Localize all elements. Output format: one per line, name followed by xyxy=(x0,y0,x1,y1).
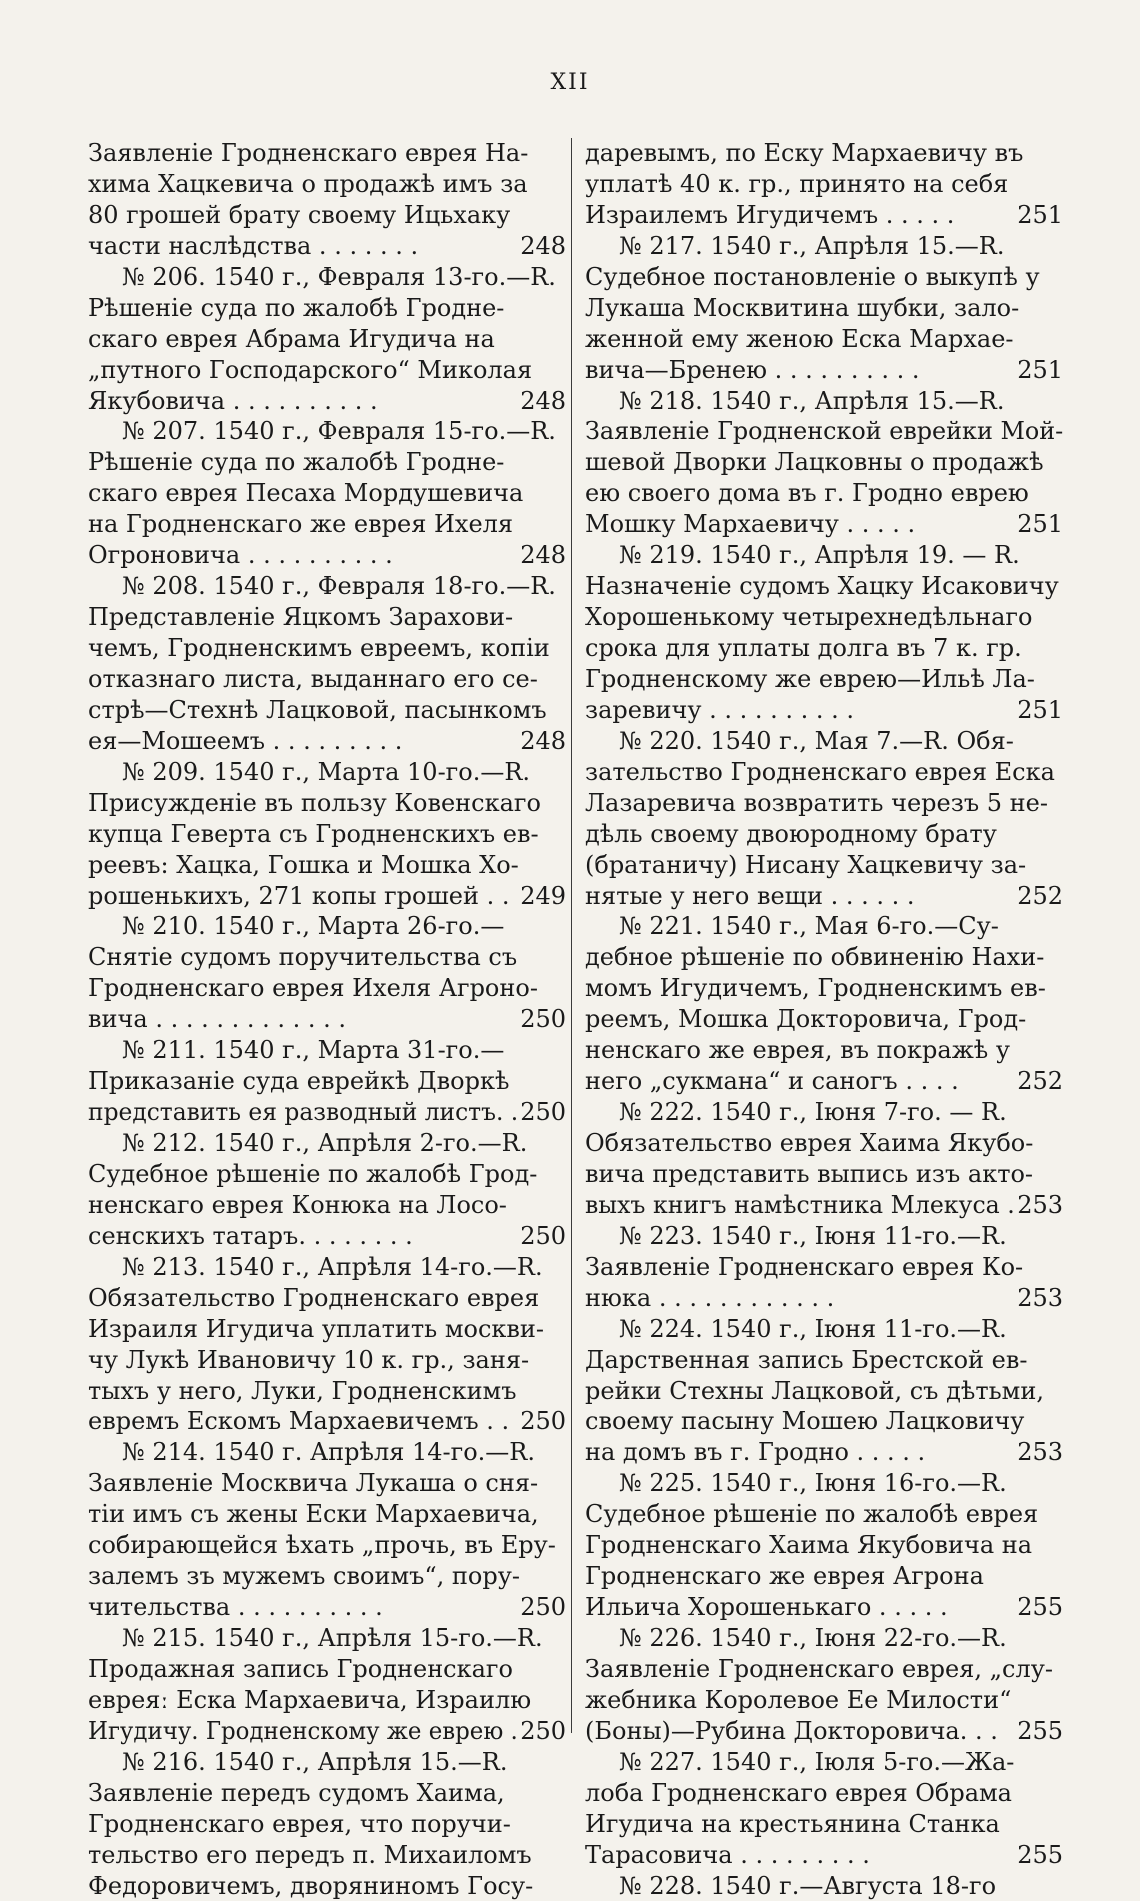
index-line xyxy=(88,1778,566,1809)
index-line xyxy=(88,1345,566,1376)
entry-text: даревымъ, по Еску Мархаевичу въ xyxy=(585,138,1023,169)
entry-text: на домъ въ г. Гродно . . . . . xyxy=(585,1437,925,1468)
index-line xyxy=(585,231,1063,262)
entry-text: рошенькихъ, 271 копы грошей . . xyxy=(88,881,509,912)
index-line xyxy=(88,1314,566,1345)
entry-text: Судебное рѣшеніе по жалобѣ еврея xyxy=(585,1499,1038,1530)
entry-text: Заявленіе Москвича Лукаша о сня- xyxy=(88,1468,538,1499)
entry-text: Заявленіе Гродненскаго еврея Ко- xyxy=(585,1252,1023,1283)
index-line xyxy=(88,138,566,169)
index-line xyxy=(585,1592,1063,1623)
entry-text: Тарасовича . . . . . . . . . xyxy=(585,1840,870,1871)
index-line xyxy=(585,1561,1063,1592)
entry-text: № 218. 1540 г., Апрѣля 15.—R. xyxy=(585,386,1004,417)
entry-text: Рѣшеніе суда по жалобѣ Гродне- xyxy=(88,293,504,324)
page-number: XII xyxy=(0,70,1140,95)
entry-text: Гродненскаго Хаима Якубовича на xyxy=(585,1530,1032,1561)
page-reference: 255 xyxy=(1017,1840,1063,1871)
index-line xyxy=(88,200,566,231)
index-line xyxy=(585,881,1063,912)
entry-text: Судебное рѣшеніе по жалобѣ Грод- xyxy=(88,1159,537,1190)
index-line xyxy=(585,1530,1063,1561)
entry-text: № 216. 1540 г., Апрѣля 15.—R. xyxy=(88,1747,507,1778)
entry-text: евремъ Ескомъ Мархаевичемъ . . xyxy=(88,1406,509,1437)
entry-text: № 227. 1540 г., Іюля 5-го.—Жа- xyxy=(585,1747,1014,1778)
index-line xyxy=(585,602,1063,633)
entry-text: № 212. 1540 г., Апрѣля 2-го.—R. xyxy=(88,1128,527,1159)
page-reference: 250 xyxy=(520,1221,566,1252)
entry-text: нюка . . . . . . . . . . . . xyxy=(585,1283,834,1314)
index-line xyxy=(585,293,1063,324)
index-line xyxy=(88,262,566,293)
page-reference: 251 xyxy=(1017,695,1063,726)
entry-text: ненскаго еврея Конюка на Лосо- xyxy=(88,1190,507,1221)
index-line xyxy=(88,633,566,664)
index-line xyxy=(585,1035,1063,1066)
entry-text: вича—Бренею . . . . . . . . . . xyxy=(585,355,920,386)
entry-text: Гродненскаго же еврея Агрона xyxy=(585,1561,984,1592)
index-line xyxy=(585,942,1063,973)
page-reference: 255 xyxy=(1017,1592,1063,1623)
entry-text: № 207. 1540 г., Февраля 15-го.—R. xyxy=(88,416,556,447)
entry-text: Заявленіе Гродненской еврейки Мой- xyxy=(585,416,1063,447)
entry-text: Представленіе Яцкомъ Зарахови- xyxy=(88,602,513,633)
index-line xyxy=(585,1004,1063,1035)
entry-text: № 213. 1540 г., Апрѣля 14-го.—R. xyxy=(88,1252,543,1283)
entry-text: № 220. 1540 г., Мая 7.—R. Обя- xyxy=(585,726,1014,757)
index-line xyxy=(585,540,1063,571)
entry-text: Присужденіе въ пользу Ковенскаго xyxy=(88,788,541,819)
index-line xyxy=(88,819,566,850)
entry-text: Обязательство Гродненскаго еврея xyxy=(88,1283,539,1314)
entry-text: № 209. 1540 г., Марта 10-го.—R. xyxy=(88,757,530,788)
index-line xyxy=(585,200,1063,231)
entry-text: № 224. 1540 г., Іюня 11-го.—R. xyxy=(585,1314,1007,1345)
entry-text: дѣль своему двоюродному брату xyxy=(585,819,997,850)
index-line xyxy=(88,1623,566,1654)
entry-text: скаго еврея Песаха Мордушевича xyxy=(88,478,523,509)
index-line xyxy=(88,1561,566,1592)
index-line xyxy=(585,1221,1063,1252)
index-line xyxy=(585,571,1063,602)
entry-text: Гродненскаго еврея, что поручи- xyxy=(88,1809,511,1840)
entry-text: своему пасыну Мошею Лацковичу xyxy=(585,1406,1024,1437)
entry-text: № 221. 1540 г., Мая 6-го.—Су- xyxy=(585,911,999,942)
entry-text: Снятіе судомъ поручительства съ xyxy=(88,942,517,973)
index-line xyxy=(88,850,566,881)
entry-text: Рѣшеніе суда по жалобѣ Гродне- xyxy=(88,447,504,478)
index-line xyxy=(585,911,1063,942)
index-line xyxy=(88,942,566,973)
entry-text: евреяː Еска Мархаевича, Израилю xyxy=(88,1685,531,1716)
index-line xyxy=(88,1406,566,1437)
entry-text: нятые у него вещи . . . . . . xyxy=(585,881,915,912)
index-line xyxy=(585,633,1063,664)
index-line xyxy=(585,1747,1063,1778)
index-line xyxy=(585,1283,1063,1314)
index-line xyxy=(88,416,566,447)
index-line xyxy=(585,850,1063,881)
entry-text: № 215. 1540 г., Апрѣля 15-го.—R. xyxy=(88,1623,543,1654)
index-line xyxy=(585,324,1063,355)
entry-text: Судебное постановленіе о выкупѣ у xyxy=(585,262,1040,293)
index-line xyxy=(88,1437,566,1468)
index-line xyxy=(88,726,566,757)
index-line xyxy=(585,1499,1063,1530)
entry-text: отказнаго листа, выданнаго его се- xyxy=(88,664,538,695)
page-reference: 251 xyxy=(1017,200,1063,231)
index-line xyxy=(88,571,566,602)
entry-text: представить ея разводный листъ. . xyxy=(88,1097,518,1128)
entry-text: стрѣ—Стехнѣ Лацковой, пасынкомъ xyxy=(88,695,547,726)
index-line xyxy=(88,1809,566,1840)
page-reference: 249 xyxy=(520,881,566,912)
index-line xyxy=(88,231,566,262)
index-line xyxy=(88,447,566,478)
page-reference: 250 xyxy=(520,1097,566,1128)
entry-text: рейки Стехны Лацковой, съ дѣтьми, xyxy=(585,1376,1044,1407)
entry-text: (братаничу) Нисану Хацкевичу за- xyxy=(585,850,1026,881)
entry-text: Гродненскому же еврею—Ильѣ Ла- xyxy=(585,664,1035,695)
entry-text: ея—Мошеемъ . . . . . . . . . xyxy=(88,726,402,757)
index-line xyxy=(88,1468,566,1499)
index-line xyxy=(88,1685,566,1716)
index-line xyxy=(88,602,566,633)
entry-text: тыхъ у него, Луки, Гродненскимъ xyxy=(88,1376,517,1407)
entry-text: Игудича на крестьянина Станка xyxy=(585,1809,1000,1840)
entry-text: № 211. 1540 г., Марта 31-го.— xyxy=(88,1035,504,1066)
index-line xyxy=(88,1252,566,1283)
entry-text: № 217. 1540 г., Апрѣля 15.—R. xyxy=(585,231,1004,262)
index-line xyxy=(88,1840,566,1871)
index-line xyxy=(88,1654,566,1685)
index-line xyxy=(88,324,566,355)
index-line xyxy=(88,1747,566,1778)
index-line xyxy=(88,911,566,942)
column-divider xyxy=(571,138,572,1733)
index-line xyxy=(88,478,566,509)
right-column xyxy=(585,138,1063,1901)
entry-text: дебное рѣшеніе по обвиненію Нахи- xyxy=(585,942,1044,973)
entry-text: Федоровичемъ, дворяниномъ Госу- xyxy=(88,1871,533,1901)
entry-text: собирающейся ѣхать „прочь, въ Еру- xyxy=(88,1530,556,1561)
entry-text: Израилемъ Игудичемъ . . . . . xyxy=(585,200,954,231)
entry-text: Ильича Хорошенькаго . . . . . xyxy=(585,1592,948,1623)
left-column xyxy=(88,138,566,1901)
index-line xyxy=(585,355,1063,386)
entry-text: вича представить выпись изъ акто- xyxy=(585,1159,1033,1190)
entry-text: „путного Господарского“ Миколая xyxy=(88,355,532,386)
index-line xyxy=(585,1066,1063,1097)
index-line xyxy=(88,1283,566,1314)
entry-text: выхъ книгъ намѣстника Млекуса . xyxy=(585,1190,1015,1221)
index-line xyxy=(88,293,566,324)
index-line xyxy=(585,1468,1063,1499)
entry-text: № 228. 1540 г.—Августа 18-го xyxy=(585,1871,996,1901)
entry-text: № 219. 1540 г., Апрѣля 19. — R. xyxy=(585,540,1020,571)
index-line xyxy=(88,1530,566,1561)
index-line xyxy=(585,416,1063,447)
page-reference: 250 xyxy=(520,1592,566,1623)
index-line xyxy=(585,1623,1063,1654)
entry-text: Игудичу. Гродненскому же еврею . xyxy=(88,1716,518,1747)
entry-text: тельство его передъ п. Михаиломъ xyxy=(88,1840,532,1871)
index-line xyxy=(88,881,566,912)
entry-text: Заявленіе передъ судомъ Хаима, xyxy=(88,1778,505,1809)
entry-text: момъ Игудичемъ, Гродненскимъ ев- xyxy=(585,973,1046,1004)
entry-text: на Гродненскаго же еврея Ихеля xyxy=(88,509,513,540)
page-reference: 255 xyxy=(1017,1716,1063,1747)
page-reference: 251 xyxy=(1017,355,1063,386)
entry-text: чемъ, Гродненскимъ евреемъ, копіи xyxy=(88,633,550,664)
index-line xyxy=(585,664,1063,695)
entry-text: № 210. 1540 г., Марта 26-го.— xyxy=(88,911,504,942)
index-line xyxy=(88,1592,566,1623)
index-line xyxy=(585,262,1063,293)
page-reference: 250 xyxy=(520,1004,566,1035)
index-line xyxy=(88,1128,566,1159)
entry-text: Якубовича . . . . . . . . . . xyxy=(88,386,378,417)
entry-text: сенскихъ татаръ. . . . . . . . xyxy=(88,1221,413,1252)
entry-text: заревичу . . . . . . . . . . xyxy=(585,695,854,726)
page-reference: 252 xyxy=(1017,1066,1063,1097)
index-line xyxy=(585,1252,1063,1283)
page-reference: 248 xyxy=(520,540,566,571)
entry-text: шевой Дворки Лацковны о продажѣ xyxy=(585,447,1044,478)
entry-text: зательство Гродненскаго еврея Еска xyxy=(585,757,1055,788)
entry-text: Заявленіе Гродненскаго еврея, „слу- xyxy=(585,1654,1053,1685)
entry-text: (Боны)—Рубина Докторовича. . . xyxy=(585,1716,998,1747)
index-line xyxy=(585,1097,1063,1128)
entry-text: Израиля Игудича уплатить москви- xyxy=(88,1314,544,1345)
index-line xyxy=(88,1376,566,1407)
index-line xyxy=(585,478,1063,509)
entry-text: части наслѣдства . . . . . . . xyxy=(88,231,418,262)
entry-text: Приказаніе суда еврейкѣ Дворкѣ xyxy=(88,1066,509,1097)
entry-text: чительства . . . . . . . . . . xyxy=(88,1592,383,1623)
index-line xyxy=(88,1066,566,1097)
index-line xyxy=(88,788,566,819)
entry-text: № 223. 1540 г., Іюня 11-го.—R. xyxy=(585,1221,1007,1252)
entry-text: реемъ, Мошка Докторовича, Грод- xyxy=(585,1004,1026,1035)
index-line xyxy=(88,1190,566,1221)
entry-text: 80 грошей брату своему Ицьхаку xyxy=(88,200,510,231)
index-line xyxy=(585,1716,1063,1747)
index-line xyxy=(585,169,1063,200)
index-line xyxy=(88,973,566,1004)
index-line xyxy=(585,1345,1063,1376)
entry-text: Лазаревича возвратить черезъ 5 не- xyxy=(585,788,1048,819)
index-line xyxy=(585,1871,1063,1901)
index-line xyxy=(585,1128,1063,1159)
entry-text: тіи имъ съ жены Ески Мархаевича, xyxy=(88,1499,539,1530)
index-line xyxy=(88,695,566,726)
index-line xyxy=(585,788,1063,819)
index-line xyxy=(585,1685,1063,1716)
entry-text: женной ему женою Еска Мархае- xyxy=(585,324,1014,355)
page-reference: 253 xyxy=(1017,1437,1063,1468)
entry-text: ею своего дома въ г. Гродно еврею xyxy=(585,478,1029,509)
entry-text: № 226. 1540 г., Іюня 22-го.—R. xyxy=(585,1623,1007,1654)
index-line xyxy=(88,1221,566,1252)
entry-text: вича . . . . . . . . . . . . . xyxy=(88,1004,346,1035)
entry-text: Лукаша Москвитина шубки, зало- xyxy=(585,293,1019,324)
entry-text: него „сукмана“ и саногъ . . . . xyxy=(585,1066,959,1097)
index-line xyxy=(585,726,1063,757)
index-line xyxy=(88,664,566,695)
entry-text: Продажная запись Гродненскаго xyxy=(88,1654,513,1685)
index-line xyxy=(585,138,1063,169)
entry-text: Назначеніе судомъ Хацку Исаковичу xyxy=(585,571,1059,602)
entry-text: уплатѣ 40 к. гр., принято на себя xyxy=(585,169,1008,200)
entry-text: Мошку Мархаевичу . . . . . xyxy=(585,509,915,540)
entry-text: скаго еврея Абрама Игудича на xyxy=(88,324,495,355)
index-line xyxy=(585,695,1063,726)
index-line xyxy=(585,386,1063,417)
index-line xyxy=(88,386,566,417)
index-line xyxy=(88,1097,566,1128)
page-reference: 250 xyxy=(520,1406,566,1437)
entry-text: Огроновича . . . . . . . . . . xyxy=(88,540,393,571)
entry-text: залемъ зъ мужемъ своимъ“, пору- xyxy=(88,1561,520,1592)
entry-text: Заявленіе Гродненскаго еврея На- xyxy=(88,138,528,169)
page-reference: 253 xyxy=(1017,1283,1063,1314)
entry-text: Дарственная запись Брестской ев- xyxy=(585,1345,1027,1376)
index-line xyxy=(88,1035,566,1066)
entry-text: Хорошенькому четырехнедѣльнаго xyxy=(585,602,1032,633)
entry-text: № 225. 1540 г., Іюня 16-го.—R. xyxy=(585,1468,1007,1499)
index-line xyxy=(585,1437,1063,1468)
index-line xyxy=(585,1190,1063,1221)
page-reference: 250 xyxy=(520,1716,566,1747)
entry-text: № 206. 1540 г., Февраля 13-го.—R. xyxy=(88,262,556,293)
page-reference: 248 xyxy=(520,231,566,262)
entry-text: № 214. 1540 г. Апрѣля 14-го.—R. xyxy=(88,1437,535,1468)
index-line xyxy=(585,819,1063,850)
index-line xyxy=(88,540,566,571)
entry-text: чу Лукѣ Ивановичу 10 к. гр., заня- xyxy=(88,1345,529,1376)
entry-text: купца Геверта съ Гродненскихъ ев- xyxy=(88,819,539,850)
index-line xyxy=(88,1716,566,1747)
entry-text: жебника Королевое Ее Милости“ xyxy=(585,1685,1011,1716)
entry-text: лоба Гродненскаго еврея Обрама xyxy=(585,1778,1012,1809)
entry-text: Гродненскаго еврея Ихеля Агроно- xyxy=(88,973,538,1004)
entry-text: № 222. 1540 г., Іюня 7-го. — R. xyxy=(585,1097,1007,1128)
index-line xyxy=(585,757,1063,788)
index-line xyxy=(585,973,1063,1004)
entry-text: ненскаго же еврея, въ покражѣ у xyxy=(585,1035,1010,1066)
index-line xyxy=(88,169,566,200)
index-line xyxy=(585,1406,1063,1437)
entry-text: Обязательство еврея Хаима Якубо- xyxy=(585,1128,1033,1159)
index-line xyxy=(88,1004,566,1035)
index-line xyxy=(585,1314,1063,1345)
index-line xyxy=(585,1654,1063,1685)
index-line xyxy=(585,1778,1063,1809)
index-line xyxy=(585,1840,1063,1871)
index-line xyxy=(585,447,1063,478)
page-reference: 252 xyxy=(1017,881,1063,912)
entry-text: № 208. 1540 г., Февраля 18-го.—R. xyxy=(88,571,556,602)
index-line xyxy=(585,1376,1063,1407)
index-line xyxy=(585,1159,1063,1190)
index-line xyxy=(585,1809,1063,1840)
entry-text: хима Хацкевича о продажѣ имъ за xyxy=(88,169,528,200)
page-reference: 248 xyxy=(520,386,566,417)
entry-text: реевъ: Хацка, Гошка и Мошка Хо- xyxy=(88,850,519,881)
page-reference: 253 xyxy=(1017,1190,1063,1221)
index-line xyxy=(88,355,566,386)
page-reference: 248 xyxy=(520,726,566,757)
index-line xyxy=(88,509,566,540)
index-line xyxy=(585,509,1063,540)
index-line xyxy=(88,1871,566,1901)
entry-text: срока для уплаты долга въ 7 к. гр. xyxy=(585,633,1022,664)
index-line xyxy=(88,1159,566,1190)
page-reference: 251 xyxy=(1017,509,1063,540)
index-line xyxy=(88,1499,566,1530)
index-line xyxy=(88,757,566,788)
